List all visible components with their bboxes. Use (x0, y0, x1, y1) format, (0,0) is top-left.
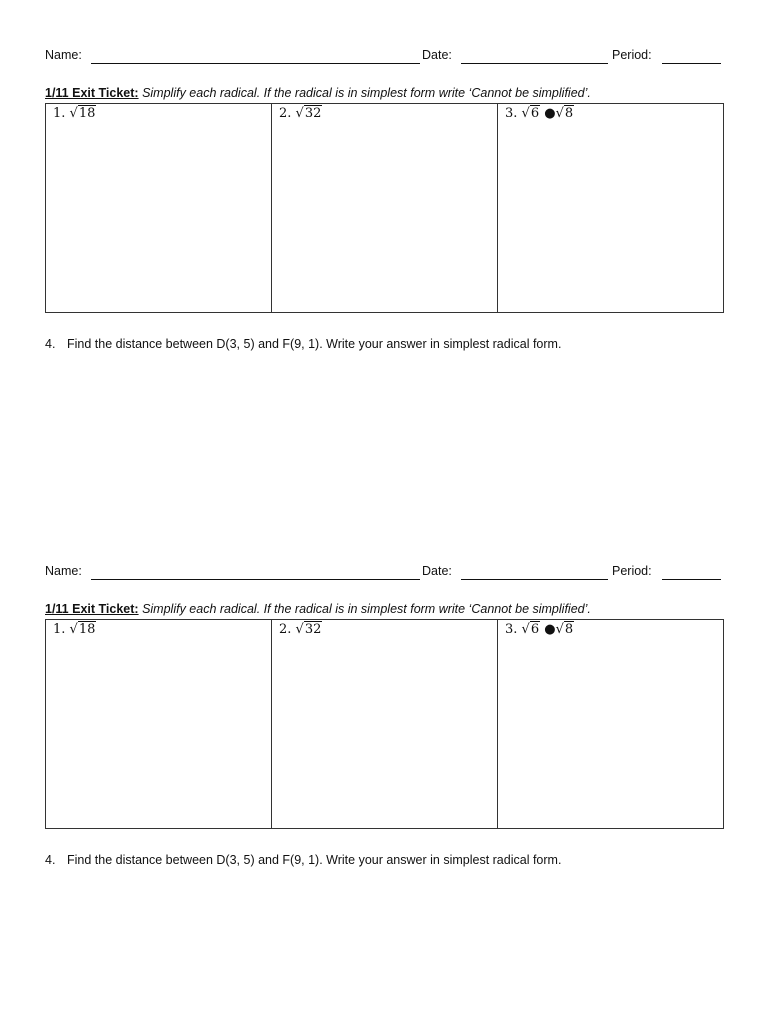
problem-1 (53, 622, 96, 637)
problem-2 (279, 622, 322, 637)
exit-ticket-1 (45, 46, 725, 351)
ticket-title (45, 86, 591, 100)
period-label: Period: (612, 564, 652, 578)
problem-number: 1. (53, 622, 66, 637)
date-label: Date: (422, 564, 452, 578)
problem-cell-3[interactable] (498, 104, 723, 312)
problem-3 (505, 106, 574, 121)
multiply-dot: ● (544, 106, 556, 121)
radicand: 8 (564, 622, 574, 637)
question-4-number: 4. (45, 853, 56, 867)
problem-cell-2[interactable] (272, 104, 498, 312)
ticket-title-bold: 1/11 Exit Ticket: (45, 86, 139, 100)
multiply-dot: ● (544, 622, 556, 637)
date-field[interactable] (461, 579, 608, 580)
date-label: Date: (422, 48, 452, 62)
radical (522, 106, 541, 121)
problem-number: 1. (53, 106, 66, 121)
question-4 (45, 853, 561, 867)
problem-grid (45, 619, 724, 829)
question-4-text: Find the distance between D(3, 5) and F(9, 1). Write your answer in simplest radical form. (67, 853, 562, 867)
sqrt-icon: √ (69, 106, 78, 121)
sqrt-icon: √ (295, 622, 304, 637)
period-field[interactable] (662, 579, 721, 580)
radical (556, 106, 575, 121)
problem-cell-3[interactable] (498, 620, 723, 828)
problem-grid (45, 103, 724, 313)
ticket-instructions: Simplify each radical. If the radical is in simplest form write ‘Cannot be simplified’. (142, 602, 591, 616)
radical (70, 622, 97, 637)
radicand: 18 (78, 106, 96, 121)
problem-1 (53, 106, 96, 121)
radical (522, 622, 541, 637)
radicand: 32 (304, 106, 322, 121)
radical (70, 106, 97, 121)
problem-number: 2. (279, 106, 292, 121)
problem-cell-1[interactable] (46, 104, 272, 312)
problem-number: 2. (279, 622, 292, 637)
sqrt-icon: √ (295, 106, 304, 121)
problem-3 (505, 622, 574, 637)
sqrt-icon: √ (521, 106, 530, 121)
period-field[interactable] (662, 63, 721, 64)
period-label: Period: (612, 48, 652, 62)
ticket-title (45, 602, 591, 616)
question-4-text: Find the distance between D(3, 5) and F(9, 1). Write your answer in simplest radical form. (67, 337, 562, 351)
problem-cell-1[interactable] (46, 620, 272, 828)
problem-cell-2[interactable] (272, 620, 498, 828)
name-label: Name: (45, 564, 82, 578)
sqrt-icon: √ (521, 622, 530, 637)
question-4 (45, 337, 561, 351)
sqrt-icon: √ (555, 622, 564, 637)
ticket-title-bold: 1/11 Exit Ticket: (45, 602, 139, 616)
radicand: 6 (530, 622, 540, 637)
sqrt-icon: √ (69, 622, 78, 637)
radicand: 32 (304, 622, 322, 637)
radicand: 18 (78, 622, 96, 637)
radical (296, 622, 323, 637)
date-field[interactable] (461, 63, 608, 64)
radical (556, 622, 575, 637)
header-row (45, 46, 725, 66)
header-row (45, 562, 725, 582)
radical (296, 106, 323, 121)
name-field[interactable] (91, 63, 420, 64)
name-label: Name: (45, 48, 82, 62)
problem-number: 3. (505, 622, 518, 637)
ticket-instructions: Simplify each radical. If the radical is in simplest form write ‘Cannot be simplified’. (142, 86, 591, 100)
sqrt-icon: √ (555, 106, 564, 121)
question-4-number: 4. (45, 337, 56, 351)
exit-ticket-2 (45, 562, 725, 867)
radicand: 6 (530, 106, 540, 121)
name-field[interactable] (91, 579, 420, 580)
radicand: 8 (564, 106, 574, 121)
problem-number: 3. (505, 106, 518, 121)
problem-2 (279, 106, 322, 121)
